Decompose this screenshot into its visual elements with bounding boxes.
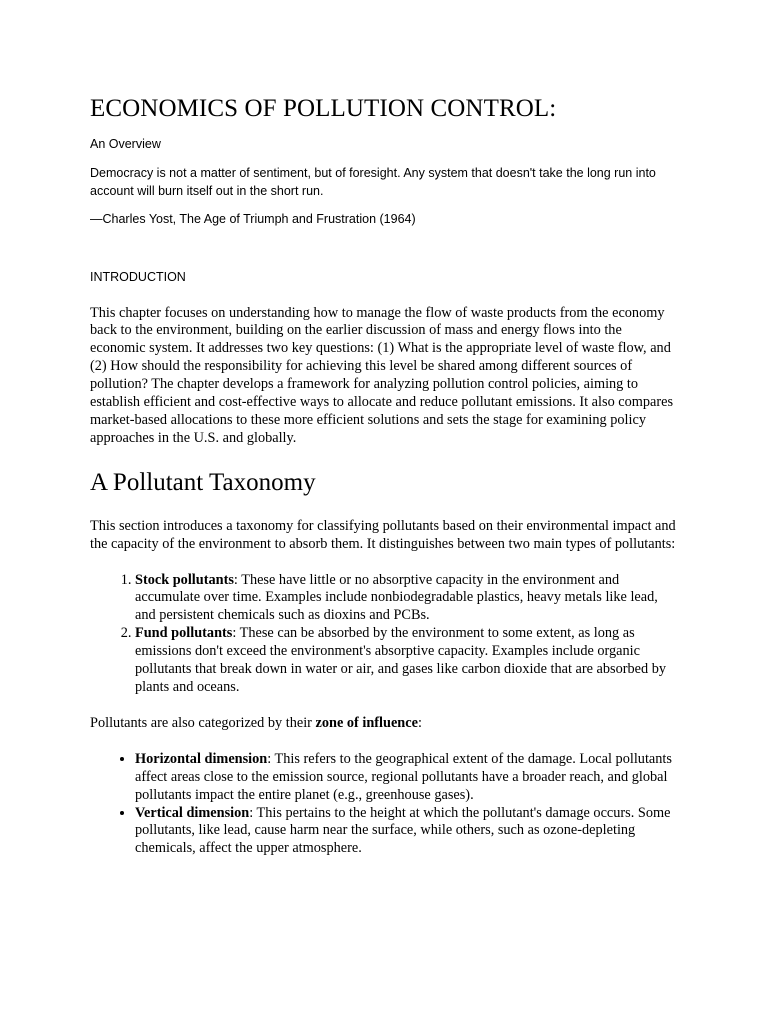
list-item-term: Fund pollutants <box>135 625 233 642</box>
document-page <box>90 92 680 858</box>
list-item-description: : These have little or no absorptive capacity in the environment and accumulate over time. Examples include nonbiodegradable plastics, heavy metals like lead, and persistent chemicals such as dioxins and PCBs. <box>135 571 658 624</box>
introduction-heading: INTRODUCTION <box>90 270 186 284</box>
list-item <box>135 751 680 805</box>
list-item-description: : This refers to the geographical extent of the damage. Local pollutants affect areas close to the emission source, regional pollutants have a broader reach, and global pollutants impact the entire planet (e.g., greenhouse gases). <box>135 750 672 803</box>
zone-intro-bold: zone of influence <box>315 714 418 731</box>
zone-intro-paragraph <box>90 715 680 733</box>
list-item <box>135 805 680 859</box>
section-intro-paragraph: This section introduces a taxonomy for classifying pollutants based on their environmental impact and the capacity of the environment to absorb them. It distinguishes between two main types of pollutants: <box>90 517 676 552</box>
section-heading: A Pollutant Taxonomy <box>90 468 316 496</box>
list-item <box>135 625 680 697</box>
introduction-paragraph: This chapter focuses on understanding how to manage the flow of waste products from the economy back to the environment, building on the earlier discussion of mass and energy flows into the economic system. It addresses two key questions: (1) What is the appropriate level of waste flow, and (2) How should the responsibility for achieving this level be shared among different sources of pollution? The chapter develops a framework for analyzing pollution control policies, aiming to establish efficient and cost-effective ways to allocate and reduce pollutant emissions. It also compares market-based allocations to these more efficient solutions and sets the stage for examining policy approaches in the U.S. and globally. <box>90 304 674 446</box>
zones-list <box>90 751 680 858</box>
document-subtitle: An Overview <box>90 137 161 151</box>
pollutant-types-list <box>90 572 680 697</box>
epigraph-quote: Democracy is not a matter of sentiment, but of foresight. Any system that doesn't take the long run into account will burn itself out in the short run. <box>90 165 656 198</box>
zone-intro-prefix: Pollutants are also categorized by their <box>90 714 316 731</box>
list-item-term: Vertical dimension <box>135 804 250 821</box>
zone-intro-suffix: : <box>417 714 422 731</box>
list-item <box>135 572 680 626</box>
list-item-description: : This pertains to the height at which the pollutant's damage occurs. Some pollutants, like lead, cause harm near the surface, while others, such as ozone-depleting chemicals, affect the upper atmosphere. <box>135 804 671 857</box>
document-title: ECONOMICS OF POLLUTION CONTROL: <box>90 95 557 122</box>
list-item-term: Stock pollutants <box>135 571 234 588</box>
epigraph-attribution: —Charles Yost, The Age of Triumph and Frustration (1964) <box>90 211 416 226</box>
list-item-term: Horizontal dimension <box>135 750 268 767</box>
list-item-description: : These can be absorbed by the environment to some extent, as long as emissions don't exceed the environment's absorptive capacity. Examples include organic pollutants that break down in water or air, and gases like carbon dioxide that are absorbed by plants and oceans. <box>135 625 667 695</box>
